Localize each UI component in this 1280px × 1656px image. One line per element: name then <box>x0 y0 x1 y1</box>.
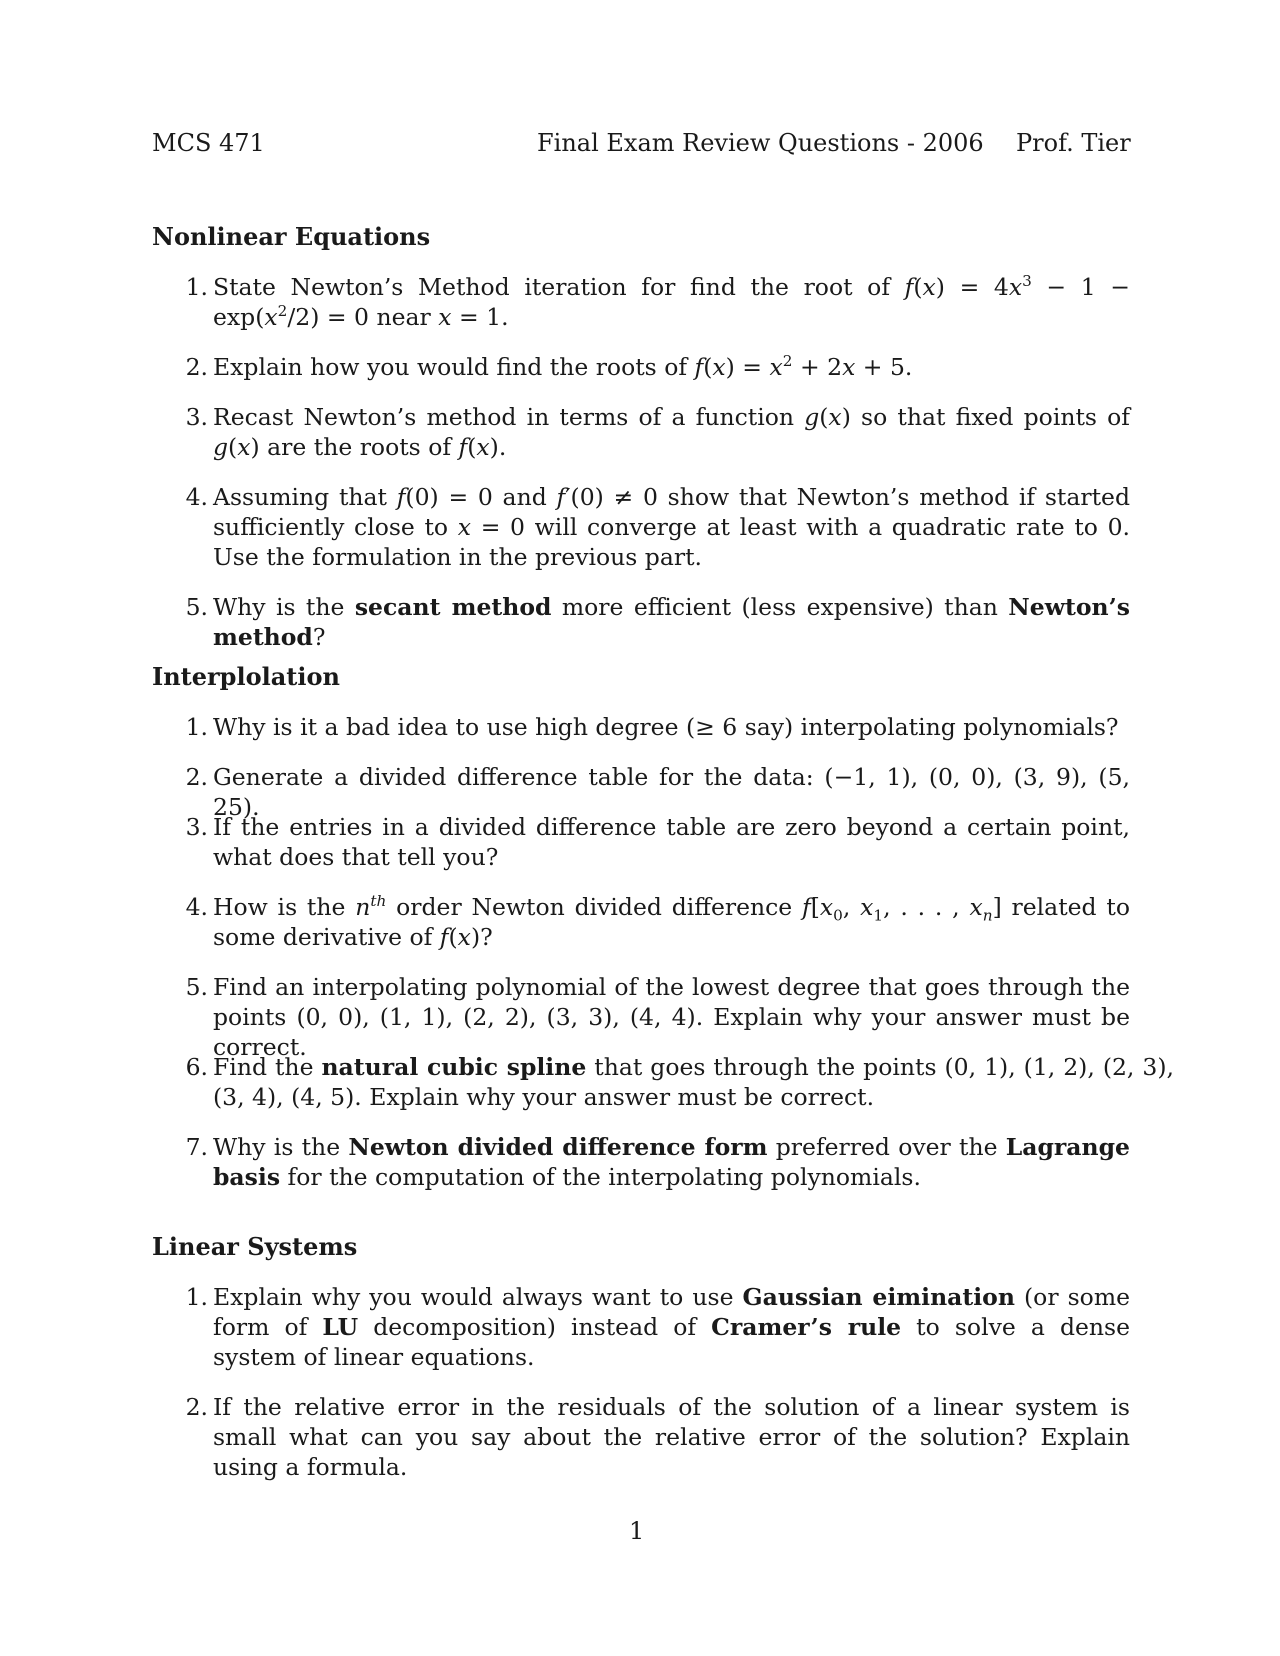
document-title: Final Exam Review Questions - 2006 <box>537 129 984 157</box>
question-text: Explain how you would find the roots of $f(x) = x^2 + 2x + 5$. <box>213 352 913 381</box>
question-number: 2. <box>185 1393 208 1421</box>
question-number: 3. <box>185 813 208 841</box>
question-number: 5. <box>185 973 208 1001</box>
question-number: 5. <box>185 593 208 621</box>
course-code: MCS 471 <box>152 129 265 157</box>
question-number: 1. <box>185 713 208 741</box>
question-number: 6. <box>185 1053 208 1081</box>
question-text: Find the natural cubic spline that goes through the points (0, 1), (1, 2), (2, 3), (3, 4), (4, 5). Explain why your answer must be correct. <box>213 1053 1174 1111</box>
question-number: 2. <box>185 763 208 791</box>
question-number: 1. <box>185 1283 208 1311</box>
question-text: Why is it a bad idea to use high degree (≥ 6 say) interpolating polynomials? <box>213 713 1119 741</box>
question-text: Generate a divided difference table for the data: (−1, 1), (0, 0), (3, 9), (5, 25). <box>213 763 1130 821</box>
question-number: 7. <box>185 1133 208 1161</box>
question-text: Why is the secant method more efficient (less expensive) than Newton’s method? <box>213 593 1130 651</box>
question-text: Explain why you would always want to use Gaussian eimination (or some form of LU decomposition) instead of Cramer’s rule to solve a dense system of linear equations. <box>213 1283 1131 1371</box>
question-text: Why is the Newton divided difference form preferred over the Lagrange basis for the computation of the interpolating polynomials. <box>213 1133 1130 1191</box>
question-number: 1. <box>185 273 208 301</box>
instructor-name: Prof. Tier <box>1016 129 1131 157</box>
page-number: 1 <box>629 1517 645 1545</box>
question-number: 4. <box>185 893 208 921</box>
question-text: How is the $n^{th}$ order Newton divided difference $f[x_0$, $x_1$, . . . , $x_n$] related to some derivative of f(x)? <box>213 892 1130 951</box>
question-text: State Newton’s Method iteration for find the root of $f(x) = 4x^3 - 1 - \exp(x^2/2) = 0$ near x = 1. <box>213 272 1130 331</box>
section-title-interpolation: Interplolation <box>152 662 340 691</box>
question-number: 2. <box>185 353 208 381</box>
question-text: If the relative error in the residuals of the solution of a linear system is small what can you say about the relative error of the solution? Explain using a formula. <box>213 1393 1130 1481</box>
question-number: 3. <box>185 403 208 431</box>
question-text: Assuming that f(0) = 0 and f′(0) ≠ 0 show that Newton’s method if started sufficiently close to x = 0 will converge at least with a quadratic rate to 0. Use the formulation in the previous part. <box>213 483 1131 571</box>
question-text: If the entries in a divided difference table are zero beyond a certain point, what does that tell you? <box>213 813 1130 871</box>
question-number: 4. <box>185 483 208 511</box>
question-text: Find an interpolating polynomial of the lowest degree that goes through the points (0, 0), (1, 1), (2, 2), (3, 3), (4, 4). Explain why your answer must be correct. <box>213 973 1130 1061</box>
section-title-nonlinear: Nonlinear Equations <box>152 222 431 251</box>
section-title-linear-systems: Linear Systems <box>152 1232 358 1261</box>
question-text: Recast Newton’s method in terms of a function g(x) so that fixed points of g(x) are the roots of f(x). <box>213 403 1130 461</box>
